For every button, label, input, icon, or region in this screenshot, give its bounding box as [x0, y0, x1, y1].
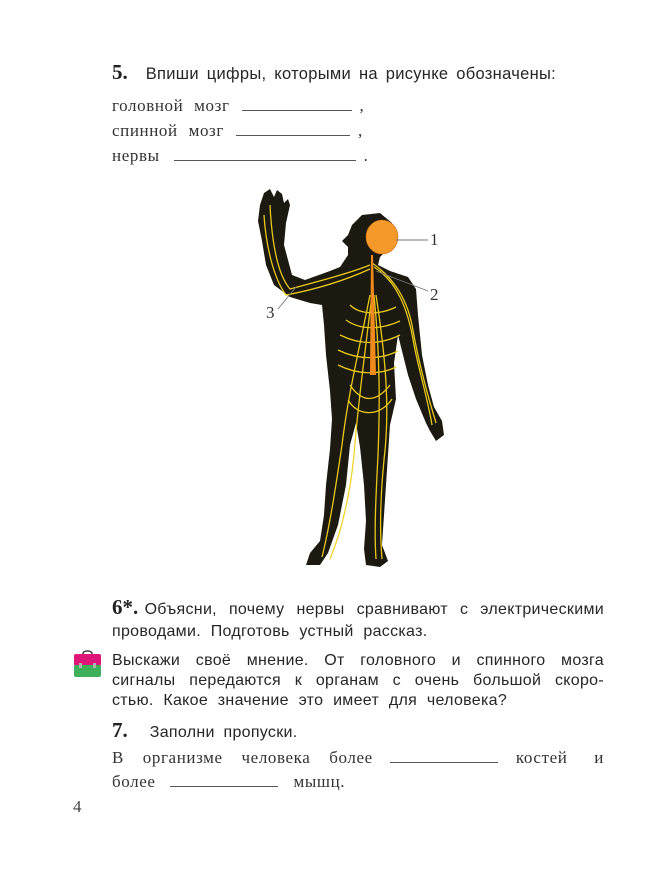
briefcase-icon [73, 650, 102, 678]
task5-row-brain [112, 96, 364, 116]
brain-answer-field[interactable] [242, 109, 352, 111]
opinion-line2: сигналы передаются к органам с очень большой скоро- [112, 672, 604, 689]
task7-text1b: костей и [515, 748, 604, 767]
task5-header [112, 60, 556, 85]
bones-answer-field[interactable] [390, 761, 498, 763]
label-2: 2 [430, 285, 439, 304]
nervous-system-figure [230, 185, 460, 575]
task6-number: 6*. [112, 595, 139, 619]
task5-row-nerves [112, 146, 368, 166]
comma: , [357, 121, 363, 140]
brain [366, 220, 398, 254]
task5-label-brain: головной мозг [112, 96, 230, 115]
task6 [112, 596, 604, 643]
opinion-block [112, 651, 604, 711]
task5-row-spinal [112, 121, 363, 141]
task7-text2b: мышц. [293, 772, 346, 791]
task7-text1a: В организме человека более [112, 748, 373, 767]
task7-number: 7. [112, 718, 128, 742]
spinal-answer-field[interactable] [236, 134, 350, 136]
task7-line1 [112, 748, 604, 768]
comma: , [359, 96, 365, 115]
task6-line2: проводами. Подготовь устный рассказ. [112, 623, 428, 640]
task6-line1: Объясни, почему нервы сравнивают с электрическими [144, 601, 604, 618]
task7-header [112, 718, 298, 743]
label-1: 1 [430, 230, 439, 249]
muscles-answer-field[interactable] [170, 785, 278, 787]
opinion-line1: Выскажи своё мнение. От головного и спинного мозга [112, 652, 604, 669]
label-3: 3 [266, 303, 275, 322]
task7-text2a: более [112, 772, 156, 791]
human-nervous-system-illustration [230, 185, 460, 575]
task5-number: 5. [112, 60, 128, 84]
nerves-answer-field[interactable] [174, 159, 356, 161]
task5-prompt: Впиши цифры, которыми на рисунке обозначены: [145, 65, 557, 83]
task5-label-nerves: нервы [112, 146, 160, 165]
period: . [363, 146, 369, 165]
page-number: 4 [73, 797, 82, 816]
task7-prompt: Заполни пропуски. [149, 724, 298, 741]
task5-label-spinal: спинной мозг [112, 121, 224, 140]
opinion-line3: стью. Какое значение это имеет для человека? [112, 692, 508, 709]
task7-line2 [112, 772, 345, 792]
